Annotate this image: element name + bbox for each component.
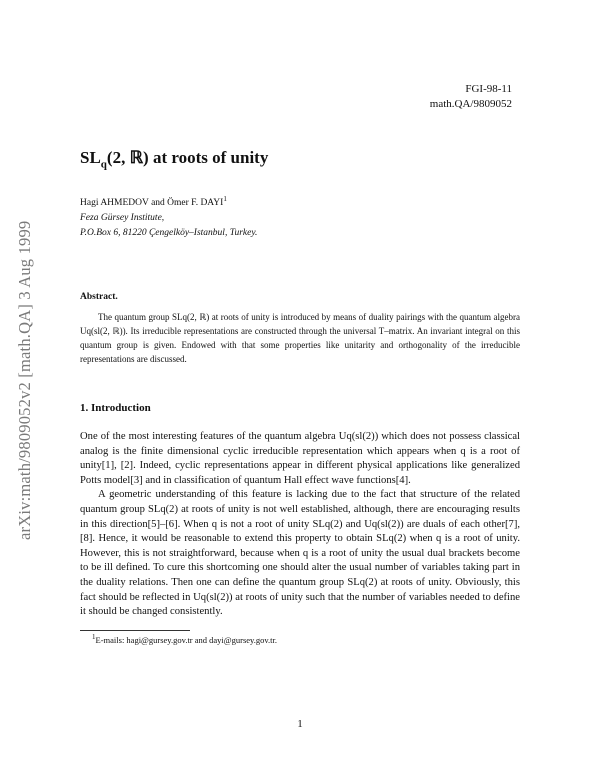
author-names-text: Hagi AHMEDOV and Ömer F. DAYI xyxy=(80,198,224,209)
body-text xyxy=(80,430,520,620)
arxiv-side-stamp: arXiv:math/9809052v2 [math.QA] 3 Aug 1999 xyxy=(15,220,34,540)
title-prefix: SL xyxy=(80,148,101,167)
footnote-text: E-mails: hagi@gursey.gov.tr and dayi@gursey.gov.tr. xyxy=(95,634,278,645)
author-block xyxy=(80,192,257,241)
body-paragraph-2: A geometric understanding of this feature is lacking due to the fact that structure of the related quantum group SLq(2) at roots of unity is not well established, although, there are encouraging results in this direction[5]–[6]. When q is not a root of unity SLq(2) and Uq(sl(2)) are duals of each other[7],[8]. Hence, it would be reasonable to extend this property to obtain SLq(2) when q is a root of unity. However, this is not straightforward, because when q is a root of unity the usual dual brackets become to be ill defined. To cure this shortcoming one should alter the usual number of variables taking part in the duality relations. Then one can define the quantum group SLq(2) at roots of unity. Obviously, this fact should be reflected in Uq(sl(2)) at roots of unity such that the number of variables needed to define it should be changed consistently. xyxy=(80,489,520,618)
author-names xyxy=(80,192,257,211)
abstract-text: The quantum group SLq(2, ℝ) at roots of unity is introduced by means of duality pairings with the quantum algebra Uq(sl(2, ℝ)). Its irreducible representations are constructed through the universal T–matrix. An invariant integral on this quantum group is given. Endowed with that some properties like unitarity and orthogonality of the irreducible representations are discussed. xyxy=(80,312,520,364)
paper-title xyxy=(80,148,268,170)
arxiv-id: math.QA/9809052 xyxy=(429,98,512,110)
footnote-rule xyxy=(80,630,190,631)
abstract-heading: Abstract. xyxy=(80,292,118,302)
title-subscript: q xyxy=(100,158,107,171)
author-address: P.O.Box 6, 81220 Çengelköy–Istanbul, Turkey. xyxy=(80,228,258,239)
body-paragraph-1: One of the most interesting features of the quantum algebra Uq(sl(2)) which does not possess classical analog is the finite dimensional cyclic irreducible representation which appears when q is a root of unity[1], [2]. Indeed, cyclic representations appear in different physical applications like generalized Potts model[3] and in classification of quantum Hall effect wave functions[4]. xyxy=(80,431,520,486)
section-heading: 1. Introduction xyxy=(80,402,151,414)
preprint-block xyxy=(430,82,512,112)
title-suffix: (2, ℝ) at roots of unity xyxy=(106,148,269,167)
preprint-number: FGI-98-11 xyxy=(465,83,512,95)
footnote-mark: 1 xyxy=(92,633,96,641)
author-footnote-mark: 1 xyxy=(223,195,227,203)
footnote xyxy=(92,633,277,645)
page-number: 1 xyxy=(297,718,303,730)
author-institute: Feza Gürsey Institute, xyxy=(80,213,165,224)
abstract xyxy=(80,290,520,366)
